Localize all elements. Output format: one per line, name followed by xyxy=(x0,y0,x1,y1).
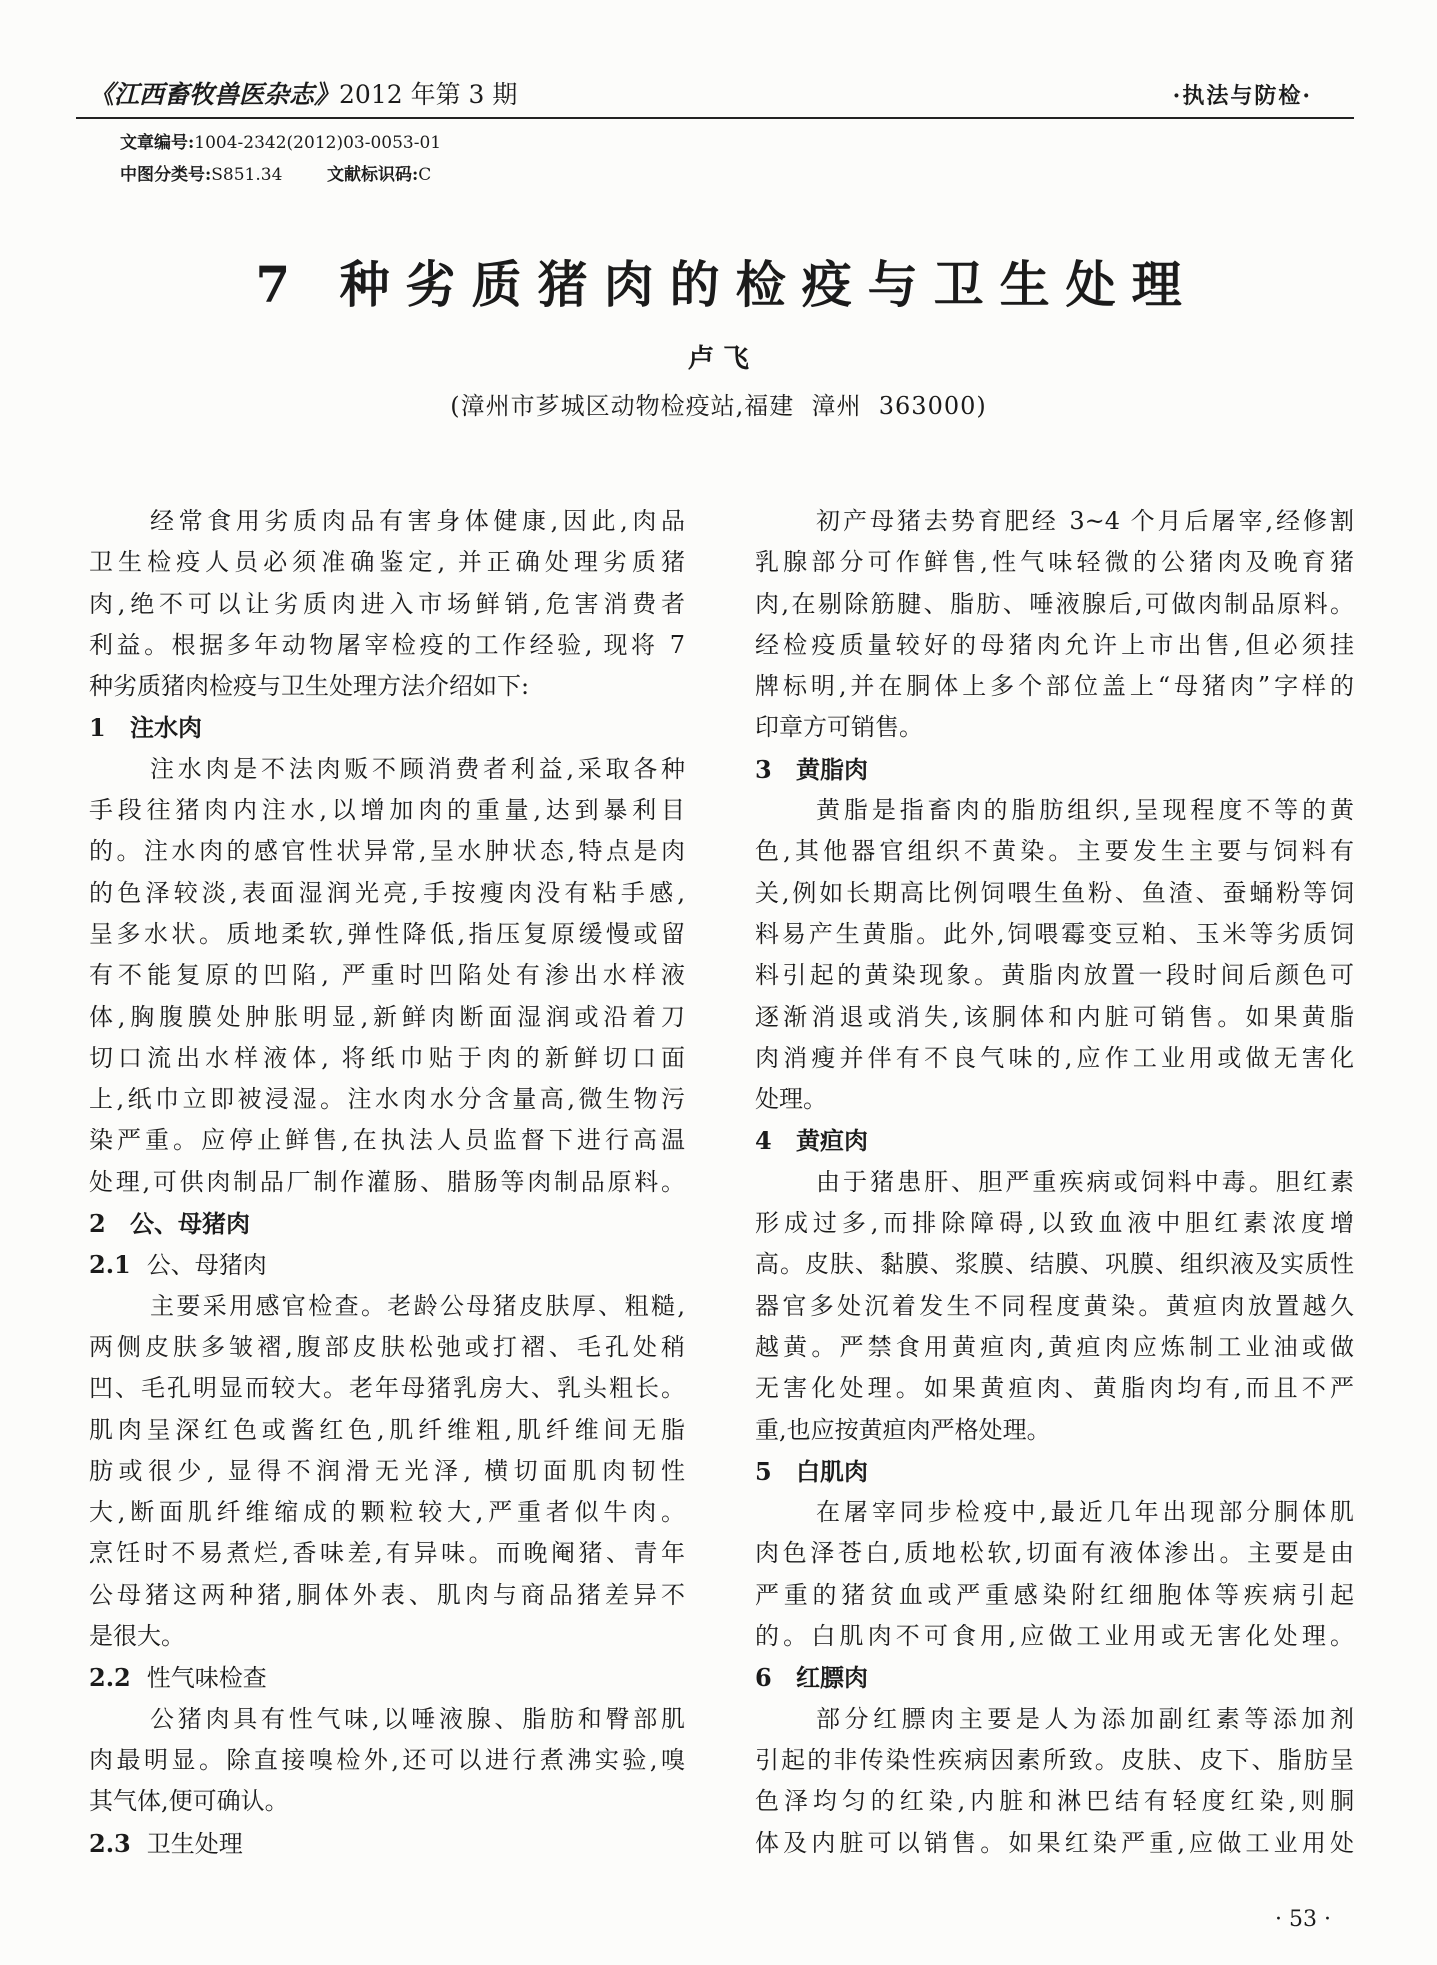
paragraph xyxy=(755,1162,1354,1451)
journal-header xyxy=(89,80,517,110)
text-line: 高。皮肤、黏膜、浆膜、结膜、巩膜、组织液及实质性 xyxy=(755,1250,1354,1279)
text-line: 肌肉呈深红色或酱红色,肌纤维粗,肌纤维间无脂 xyxy=(89,1415,685,1444)
text-line: 两侧皮肤多皱褶,腹部皮肤松弛或打褶、毛孔处稍 xyxy=(89,1332,685,1361)
text-line: 体及内脏可以销售。如果红染严重,应做工业用处 xyxy=(755,1828,1354,1857)
subsection-heading xyxy=(89,1823,685,1864)
text-line: 的。白肌肉不可食用,应做工业用或无害化处理。 xyxy=(755,1622,1354,1651)
subsection-title: 卫生处理 xyxy=(146,1829,243,1858)
text-line: 色,其他器官组织不黄染。主要发生主要与饲料有 xyxy=(755,837,1354,866)
text-line: 有不能复原的凹陷, 严重时凹陷处有渗出水样液 xyxy=(89,961,685,990)
section-heading xyxy=(755,1657,1354,1698)
subsection-number: 2.2 xyxy=(89,1663,131,1693)
text-line: 其气体,便可确认。 xyxy=(89,1787,289,1816)
clc-value: S851.34 xyxy=(211,165,283,185)
text-line: 形成过多,而排除障碍,以致血液中胆红素浓度增 xyxy=(755,1209,1354,1238)
section-heading xyxy=(89,707,685,748)
text-line: 肉,在剔除筋腱、脂肪、唾液腺后,可做肉制品原料。 xyxy=(755,589,1354,618)
article-title: 7 种劣质猪肉的检疫与卫生处理 xyxy=(255,255,1198,314)
section-number: 3 xyxy=(755,754,772,784)
paragraph xyxy=(755,501,1354,749)
document-code-label: 文献标识码: xyxy=(327,165,419,185)
text-line: 肉,绝不可以让劣质肉进入市场鲜销,危害消费者 xyxy=(89,589,685,618)
paragraph xyxy=(755,790,1354,1120)
text-line: 主要采用感官检查。老龄公母猪皮肤厚、粗糙, xyxy=(150,1291,685,1320)
text-line: 由于猪患肝、胆严重疾病或饲料中毒。胆红素 xyxy=(816,1167,1354,1196)
subsection-title: 公、母猪肉 xyxy=(146,1251,267,1280)
text-line: 无害化处理。如果黄疸肉、黄脂肉均有,而且不严 xyxy=(755,1374,1354,1403)
text-line: 呈多水状。质地柔软,弹性降低,指压复原缓慢或留 xyxy=(89,919,685,948)
section-title: 黄疸肉 xyxy=(796,1126,868,1156)
text-line: 引起的非传染性疾病因素所致。皮肤、皮下、脂肪呈 xyxy=(755,1745,1354,1774)
text-line: 的色泽较淡,表面湿润光亮,手按瘦肉没有粘手感, xyxy=(89,878,685,907)
text-line: 染严重。应停止鲜售,在执法人员监督下进行高温 xyxy=(89,1126,685,1155)
text-line: 料易产生黄脂。此外,饲喂霉变豆粕、玉米等劣质饲 xyxy=(755,919,1354,948)
text-line: 上,纸巾立即被浸湿。注水肉水分含量高,微生物污 xyxy=(89,1085,685,1114)
text-line: 肉消瘦并伴有不良气味的,应作工业用或做无害化 xyxy=(755,1043,1354,1072)
article-number-value: 1004-2342(2012)03-0053-01 xyxy=(194,133,442,153)
document-code xyxy=(327,164,431,186)
clc-label: 中图分类号: xyxy=(120,165,212,185)
text-line: 料引起的黄染现象。黄脂肉放置一段时间后颜色可 xyxy=(755,961,1354,990)
section-heading xyxy=(755,1451,1354,1492)
text-line: 逐渐消退或消失,该胴体和内脏可销售。如果黄脂 xyxy=(755,1002,1354,1031)
text-line: 卫生检疫人员必须准确鉴定, 并正确处理劣质猪 xyxy=(89,548,685,577)
text-line: 重,也应按黄疸肉严格处理。 xyxy=(755,1415,1051,1444)
section-number: 6 xyxy=(755,1663,772,1693)
journal-issue: 2012 年第 3 期 xyxy=(339,80,518,109)
right-column xyxy=(755,501,1354,1864)
section-number: 1 xyxy=(89,713,106,743)
text-line: 公猪肉具有性气味,以唾液腺、脂肪和臀部肌 xyxy=(150,1704,685,1733)
text-line: 经检疫质量较好的母猪肉允许上市出售,但必须挂 xyxy=(755,630,1354,659)
text-line: 严重的猪贫血或严重感染附红细胞体等疾病引起 xyxy=(755,1580,1354,1609)
text-line: 处理。 xyxy=(755,1085,827,1114)
paragraph xyxy=(755,1492,1354,1657)
section-number: 5 xyxy=(755,1456,772,1486)
article-number-label: 文章编号: xyxy=(120,133,195,153)
subsection-title: 性气味检查 xyxy=(146,1664,267,1693)
text-line: 器官多处沉着发生不同程度黄染。黄疸肉放置越久 xyxy=(755,1291,1354,1320)
text-line: 在屠宰同步检疫中,最近几年出现部分胴体肌 xyxy=(816,1498,1354,1527)
text-line: 利益。根据多年动物屠宰检疫的工作经验, 现将 7 xyxy=(89,630,685,659)
section-title: 红膘肉 xyxy=(796,1663,868,1693)
paragraph xyxy=(89,1286,685,1658)
affiliation: (漳州市芗城区动物检疫站,福建 漳州 363000) xyxy=(450,392,987,420)
text-line: 关,例如长期高比例饲喂生鱼粉、鱼渣、蚕蛹粉等饲 xyxy=(755,878,1354,907)
text-line: 的。注水肉的感官性状异常,呈水肿状态,特点是肉 xyxy=(89,837,685,866)
subsection-heading xyxy=(89,1657,685,1698)
paragraph xyxy=(755,1699,1354,1864)
text-line: 色泽均匀的红染,内脏和淋巴结有轻度红染,则胴 xyxy=(755,1787,1354,1816)
paragraph xyxy=(89,1699,685,1823)
text-line: 切口流出水样液体, 将纸巾贴于肉的新鲜切口面 xyxy=(89,1043,685,1072)
article-number xyxy=(120,132,441,154)
text-line: 越黄。严禁食用黄疸肉,黄疸肉应炼制工业油或做 xyxy=(755,1332,1354,1361)
section-title: 注水肉 xyxy=(130,713,202,743)
text-line: 大,断面肌纤维缩成的颗粒较大,严重者似牛肉。 xyxy=(89,1498,685,1527)
section-number: 4 xyxy=(755,1126,772,1156)
text-line: 公母猪这两种猪,胴体外表、肌肉与商品猪差异不 xyxy=(89,1580,685,1609)
clc-number xyxy=(120,164,282,186)
page-number: · 53 · xyxy=(1275,1907,1331,1932)
text-line: 烹饪时不易煮烂,香味差,有异味。而晚阉猪、青年 xyxy=(89,1539,685,1568)
text-line: 是很大。 xyxy=(89,1622,185,1651)
subsection-heading xyxy=(89,1244,685,1285)
author: 卢 飞 xyxy=(687,344,750,374)
left-column xyxy=(89,501,685,1864)
text-line: 肪或很少, 显得不润滑无光泽, 横切面肌肉韧性 xyxy=(89,1456,685,1485)
paragraph xyxy=(89,749,685,1203)
section-title: 白肌肉 xyxy=(796,1456,868,1486)
text-line: 黄脂是指畜肉的脂肪组织,呈现程度不等的黄 xyxy=(816,796,1354,825)
text-line: 初产母猪去势育肥经 3~4 个月后屠宰,经修割 xyxy=(816,507,1354,535)
text-line: 注水肉是不法肉贩不顾消费者利益,采取各种 xyxy=(150,754,685,783)
document-code-value: C xyxy=(418,165,432,185)
text-line: 经常食用劣质肉品有害身体健康,因此,肉品 xyxy=(150,507,685,535)
section-heading xyxy=(755,749,1354,790)
text-line: 部分红膘肉主要是人为添加副红素等添加剂 xyxy=(816,1704,1354,1733)
section-heading xyxy=(755,1120,1354,1161)
subsection-number: 2.3 xyxy=(89,1828,131,1858)
journal-name: 《江西畜牧兽医杂志》 xyxy=(89,80,340,109)
text-line: 肉最明显。除直接嗅检外,还可以进行煮沸实验,嗅 xyxy=(89,1745,685,1774)
header-rule xyxy=(76,117,1354,119)
text-line: 处理,可供肉制品厂制作灌肠、腊肠等肉制品原料。 xyxy=(89,1167,685,1196)
text-line: 牌标明,并在胴体上多个部位盖上“母猪肉”字样的 xyxy=(755,672,1354,701)
text-line: 印章方可销售。 xyxy=(755,713,923,742)
text-line: 凹、毛孔明显而较大。老年母猪乳房大、乳头粗长。 xyxy=(89,1374,685,1403)
section-title: 黄脂肉 xyxy=(796,754,868,784)
text-line: 肉色泽苍白,质地松软,切面有液体渗出。主要是由 xyxy=(755,1539,1354,1568)
section-title: 公、母猪肉 xyxy=(130,1209,250,1239)
text-line: 乳腺部分可作鲜售,性气味轻微的公猪肉及晚育猪 xyxy=(755,548,1354,577)
text-line: 种劣质猪肉检疫与卫生处理方法介绍如下: xyxy=(89,672,530,701)
subsection-number: 2.1 xyxy=(89,1250,131,1280)
text-line: 手段往猪肉内注水,以增加肉的重量,达到暴利目 xyxy=(89,796,685,825)
section-number: 2 xyxy=(89,1209,106,1239)
text-line: 体,胸腹膜处肿胀明显,新鲜肉断面湿润或沿着刀 xyxy=(89,1002,685,1031)
section-heading xyxy=(89,1203,685,1244)
intro-paragraph xyxy=(89,501,685,707)
section-label: ·执法与防检· xyxy=(1172,83,1312,109)
